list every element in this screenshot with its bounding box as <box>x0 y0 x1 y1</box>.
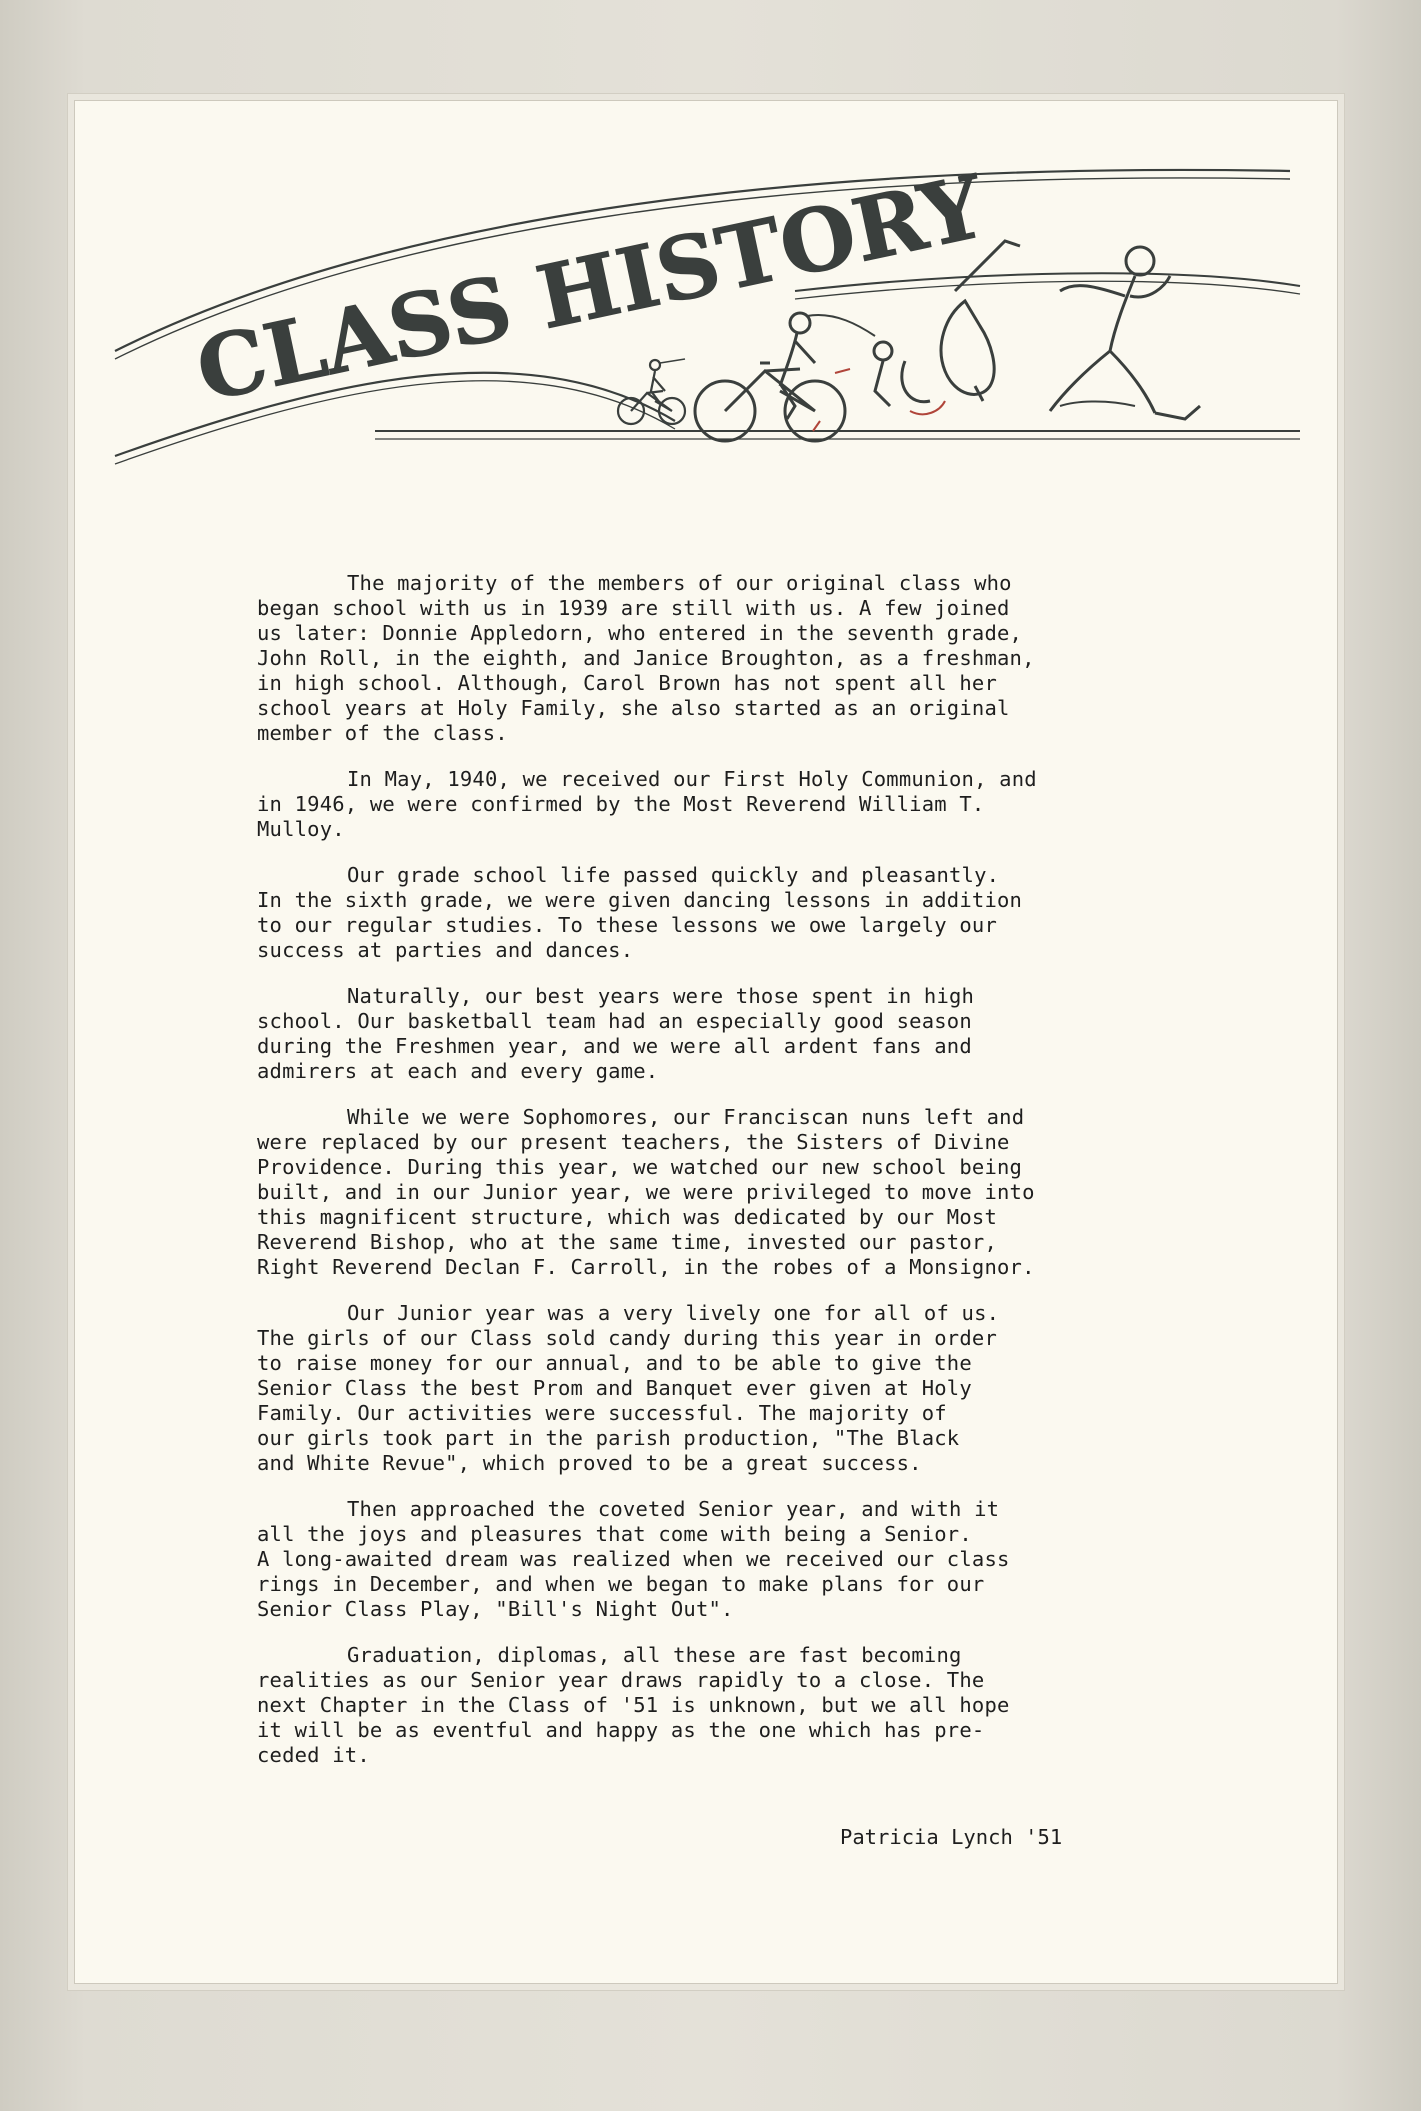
paragraph-6: Our Junior year was a very lively one for all of us. The girls of our Class sold candy during this year in order to raise money for our annual, and to be able to give the Senior Class the best Prom and Banquet ever given at Holy Family. Our activities were successful. The majority of our girls took part in the parish production, "The Black and White Revue", which proved to be a great success. <box>257 1301 1000 1475</box>
paragraph-5: While we were Sophomores, our Franciscan nuns left and were replaced by our present teachers, the Sisters of Divine Providence. During this year, we watched our new school being built, and in our Junior year, we were privileged to move into this magnificent structure, which was dedicated by our Most Reverend Bishop, who at the same time, invested our pastor, Right Reverend Declan F. Carroll, in the robes of a Monsignor. <box>257 1105 1035 1279</box>
article-body <box>257 571 1217 1789</box>
paragraph-8: Graduation, diplomas, all these are fast becoming realities as our Senior year draws rapidly to a close. The next Chapter in the Class of '51 is unknown, but we all hope it will be as eventful and happy as the one which has pre- ceded it. <box>257 1643 1010 1767</box>
page-title: CLASS HISTORY <box>188 156 993 422</box>
banner-illustration <box>75 101 1337 481</box>
document-page <box>74 100 1338 1984</box>
paragraph-2: In May, 1940, we received our First Holy Communion, and in 1946, we were confirmed by the Most Reverend William T. Mulloy. <box>257 767 1037 841</box>
small-cyclist-illustration <box>618 359 685 424</box>
large-cyclist-illustration <box>695 313 875 441</box>
author-signature: Patricia Lynch '51 <box>840 1825 1063 1849</box>
title-banner <box>75 101 1337 481</box>
paragraph-7: Then approached the coveted Senior year, and with it all the joys and pleasures that come with being a Senior. A long-awaited dream was realized when we received our class rings in December, and when we began to make plans for our Senior Class Play, "Bill's Night Out". <box>257 1497 1010 1621</box>
paragraph-3: Our grade school life passed quickly and pleasantly. In the sixth grade, we were given dancing lessons in addition to our regular studies. To these lessons we owe largely our success at parties and dances. <box>257 863 1023 962</box>
banner-line-bottom-1 <box>115 373 675 456</box>
paragraph-1: The majority of the members of our original class who began school with us in 1939 are still with us. A few joined us later: Donnie Appledorn, who entered in the seventh grade, John Roll, in the eighth, and Janice Broughton, as a freshman, in high school. Although, Carol Brown has not spent all her school years at Holy Family, she also started as an original member of the class. <box>257 571 1035 745</box>
banner-line-bottom-2 <box>115 381 675 464</box>
paragraph-4: Naturally, our best years were those spent in high school. Our basketball team had an especially good season during the Freshmen year, and we were all ardent fans and admirers at each and every game. <box>257 984 975 1083</box>
